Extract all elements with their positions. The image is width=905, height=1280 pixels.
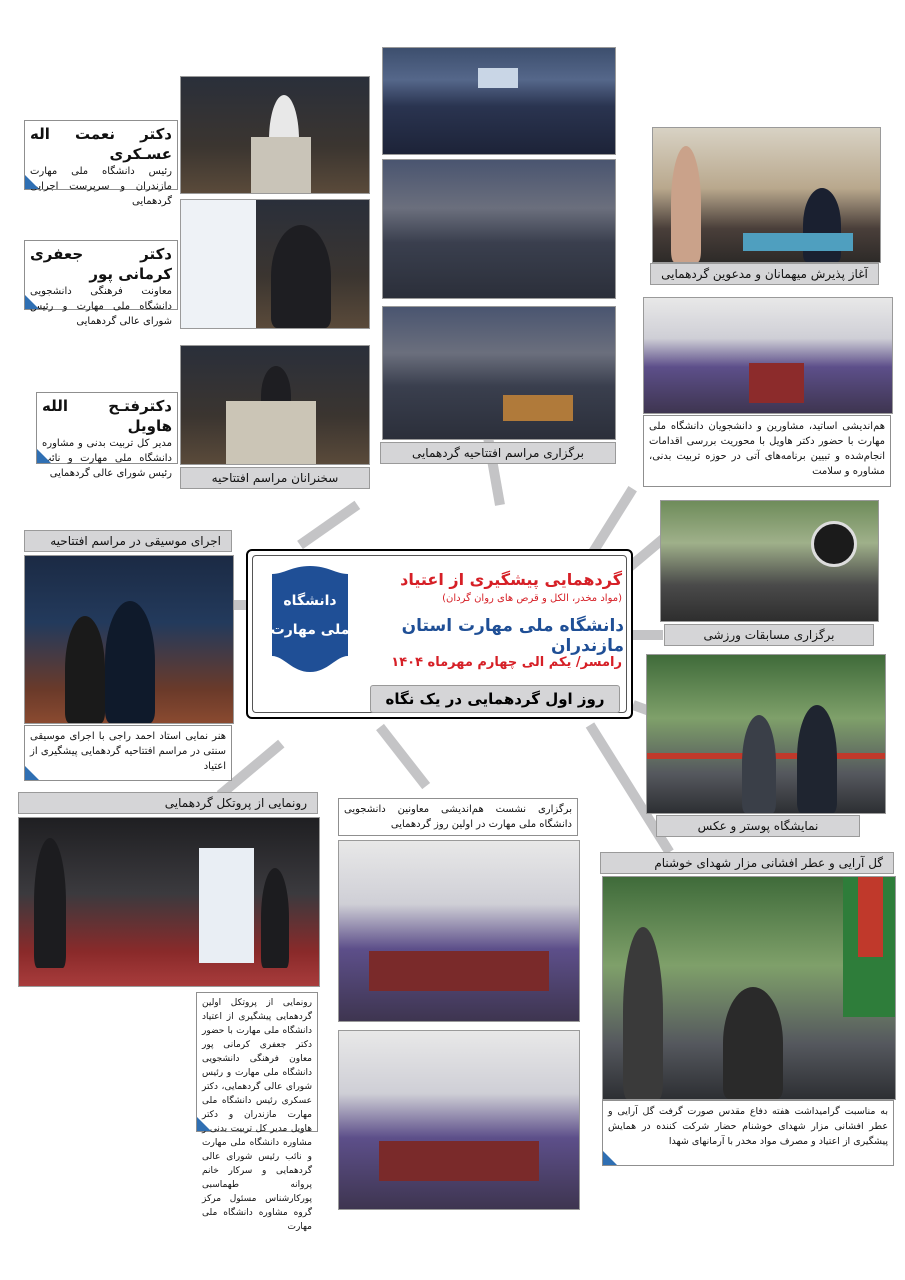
reception-photo: [652, 127, 881, 263]
music-photo: [24, 555, 234, 724]
university-logo: [258, 560, 363, 680]
reception-bar: آغاز پذیرش میهمانان و مدعوین گردهمایی: [650, 263, 879, 285]
speaker-name: دکتر نعمت اله عسـکری: [30, 125, 172, 163]
speaker-role: رئیس دانشگاه ملی مهارت مازندران و سرپرست اجرایی گردهمایی: [30, 166, 172, 207]
speaker-card-jafari: [24, 240, 178, 327]
speaker-card-askari: [24, 120, 178, 207]
speakers-bar: سخنرانان مراسم افتتاحیه: [180, 467, 370, 489]
speaker-photo-askari: [180, 76, 370, 194]
exhibition-photo: [646, 654, 886, 814]
speaker-role: معاونت فرهنگی دانشجویی دانشگاه ملی مهارت و رئیس شورای عالی گردهمایی: [30, 286, 172, 327]
speaker-card-haviel: [36, 392, 178, 479]
protocol-caption-block: رونمایی از پروتکل اولین گردهمایی پیشگیری از اعتیاد دانشگاه ملی مهارت با حضور دکتر جعفری کرمانی پور معاون فرهنگی دانشجویی دانشگاه ملی مهارت و رئیس شورای عالی گردهمایی، دکتر عسکری رئیس دانشگاه ملی مهارت مازندران و دکتر هاویل مدیر کل تربیت بدنی و مشاوره دانشگاه ملی مهارت و نائب رئیس شورای عالی گردهمایی و سرکار خانم پروانه طهماسبی پورکارشناس مسئول مرکز گروه مشاوره دانشگاه ملی مهارت: [196, 992, 318, 1132]
logo-text-main: ملی مهارت: [270, 622, 350, 638]
opening-hall-photo-3: [382, 306, 616, 440]
opening-hall-photo-1: [382, 47, 616, 155]
speaker-name: دکتر جعفری کرمانی پور: [30, 245, 172, 283]
consultation-photo: [643, 297, 893, 414]
sports-photo: [660, 500, 879, 622]
deputies-meeting-photo-2: [338, 1030, 580, 1210]
event-title: گردهمایی پیشگیری از اعتیاد: [400, 570, 622, 589]
connector-line: [297, 501, 360, 549]
consultation-caption: هم‌اندیشی اساتید، مشاورین و دانشجویان دانشگاه ملی مهارت با حضور دکتر هاویل با محوریت بررسی اقدامات انجام‌شده و تبیین برنامه‌های آتی در حوزه تربیت بدنی، مشاوره و سلامت: [643, 415, 891, 487]
event-subtitle: (مواد مخدر، الکل و قرص های روان گردان): [442, 593, 622, 604]
sports-bar: برگزاری مسابقات ورزشی: [664, 624, 874, 646]
connector-line: [633, 630, 663, 640]
deputies-meeting-photo-1: [338, 840, 580, 1022]
protocol-bar: رونمایی از پروتکل گردهمایی: [18, 792, 318, 814]
speaker-photo-jafari: [180, 199, 370, 329]
event-date: رامسر/ یکم الی چهارم مهرماه ۱۴۰۴: [391, 655, 622, 670]
martyrs-caption: به مناسبت گرامیداشت هفته دفاع مقدس صورت گرفت گل آرایی و عطر افشانی مزار شهدای خوشنام حضار شرکت کننده در همایش پیشگیری از اعتیاد و مصرف مواد مخدر با آرمانهای شهدا: [602, 1100, 894, 1166]
exhibition-bar: نمایشگاه پوستر و عکس: [656, 815, 860, 837]
summary-label: روز اول گردهمایی در یک نگاه: [370, 685, 620, 713]
logo-text-top: دانشگاه: [283, 593, 337, 609]
speaker-name: دکترفتـح الله هاویل: [42, 397, 172, 435]
speaker-photo-haviel: [180, 345, 370, 465]
opening-ceremony-bar: برگزاری مراسم افتتاحیه گردهمایی: [380, 442, 616, 464]
university-name: دانشگاه ملی مهارت استان مازندران: [401, 616, 624, 656]
connector-line: [376, 724, 430, 789]
music-bar: اجرای موسیقی در مراسم افتتاحیه: [24, 530, 232, 552]
martyrs-bar: گل آرایی و عطر افشانی مزار شهدای خوشنام: [600, 852, 894, 874]
martyrs-photo: [602, 876, 896, 1100]
speaker-role: مدیر کل تربیت بدنی و مشاوره دانشگاه ملی مهارت و نائب رئیس شورای عالی گردهمایی: [42, 438, 172, 479]
deputies-meeting-caption: برگزاری نشست هم‌اندیشی معاونین دانشجویی دانشگاه ملی مهارت در اولین روز گردهمایی: [338, 798, 578, 836]
protocol-photo: [18, 817, 320, 987]
music-caption: هنر نمایی استاد احمد راجی با اجرای موسیقی سنتی در مراسم افتتاحیه گردهمایی پیشگیری از اعتیاد: [24, 725, 232, 781]
opening-hall-photo-2: [382, 159, 616, 299]
